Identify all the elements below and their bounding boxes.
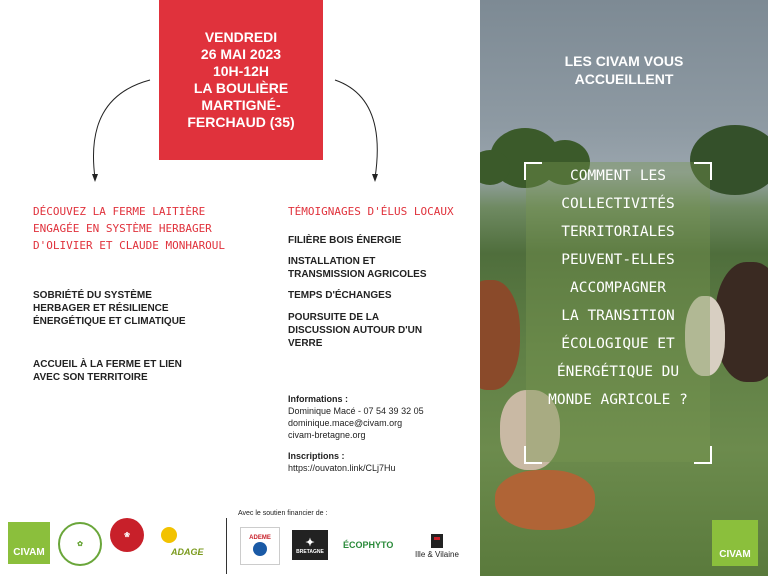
adage-text: ADAGE [171, 547, 204, 557]
arrows-graphic [0, 0, 480, 200]
info-site[interactable]: civam-bretagne.org [288, 430, 366, 440]
ille-vilaine-emblem-icon [429, 532, 445, 550]
contact-info [288, 393, 424, 474]
info-label: Informations : [288, 394, 348, 404]
inscriptions-link[interactable]: https://ouvaton.link/CLj7Hu [288, 463, 396, 473]
inscriptions-label: Inscriptions : [288, 451, 345, 461]
adage-logo [155, 525, 210, 561]
ille-vilaine-logo: Ille & Vilaine [412, 525, 462, 565]
question-text: COMMENT LES COLLECTIVITÉS TERRITORIALES PEUVENT-ELLES ACCOMPAGNER LA TRANSITION ÉCOLOGIQUE ET ÉNERGÉTIQUE DU MONDE AGRICOLE ? [548, 168, 688, 408]
corner-bracket-br [694, 446, 712, 464]
corner-bracket-bl [524, 446, 542, 464]
accueil-paysan-logo: ✿ [58, 522, 102, 566]
farm-visit-title: DÉCOUVEZ LA FERME LAITIÈRE ENGAGÉE EN SYSTÈME HERBAGER D'OLIVIER ET CLAUDE MONHAROUL [33, 205, 226, 252]
cow-shape [480, 280, 520, 390]
right-arrow-icon [335, 80, 377, 178]
info-email[interactable]: dominique.mace@civam.org [288, 418, 403, 428]
ademe-logo: ADEME [240, 527, 280, 565]
left-arrowhead-icon [92, 174, 98, 182]
cow-shape [495, 470, 595, 530]
left-item-accueil: ACCUEIL À LA FERME ET LIEN AVEC SON TERRITOIRE [33, 359, 182, 383]
civam-logo-left: CIVAM [8, 522, 50, 564]
left-arrow-icon [93, 80, 150, 178]
event-day: VENDREDI [204, 29, 278, 45]
panel-header: LES CIVAM VOUS ACCUEILLENT [564, 53, 684, 87]
left-item-sobriete: SOBRIÉTÉ DU SYSTÈME HERBAGER ET RÉSILIENCE ÉNERGÉTIQUE ET CLIMATIQUE [33, 290, 186, 327]
bretagne-seed-logo: ❀ [110, 518, 144, 552]
event-place-3: FERCHAUD (35) [187, 114, 295, 130]
bretagne-bird-icon: ✦ [305, 536, 315, 549]
event-date: 26 MAI 2023 [200, 46, 282, 62]
right-item-poursuite: POURSUITE DE LA DISCUSSION AUTOUR D'UN VERRE [288, 312, 423, 349]
event-time: 10H-12H [212, 63, 270, 79]
event-place-2: MARTIGNÉ- [201, 97, 281, 113]
ademe-globe-icon [252, 541, 268, 557]
footer-divider [226, 518, 227, 574]
right-arrowhead-icon [372, 174, 378, 182]
civam-logo-right: CIVAM [712, 520, 758, 566]
region-bretagne-logo: ✦ BRETAGNE [292, 530, 328, 560]
right-item-echanges: TEMPS D'ÉCHANGES [288, 290, 392, 301]
info-contact: Dominique Macé - 07 54 39 32 05 [288, 406, 424, 416]
soutien-label: Avec le soutien financier de : [238, 510, 328, 517]
right-item-installation: INSTALLATION ET TRANSMISSION AGRICOLES [288, 256, 427, 280]
testimonials-title: TÉMOIGNAGES D'ÉLUS LOCAUX [288, 205, 454, 218]
right-item-bois: FILIÈRE BOIS ÉNERGIE [288, 235, 402, 246]
ecophyto-logo: ÉCOPHYTO [343, 540, 394, 550]
adage-sun-icon [159, 525, 179, 545]
event-place-1: LA BOULIÈRE [193, 80, 289, 96]
